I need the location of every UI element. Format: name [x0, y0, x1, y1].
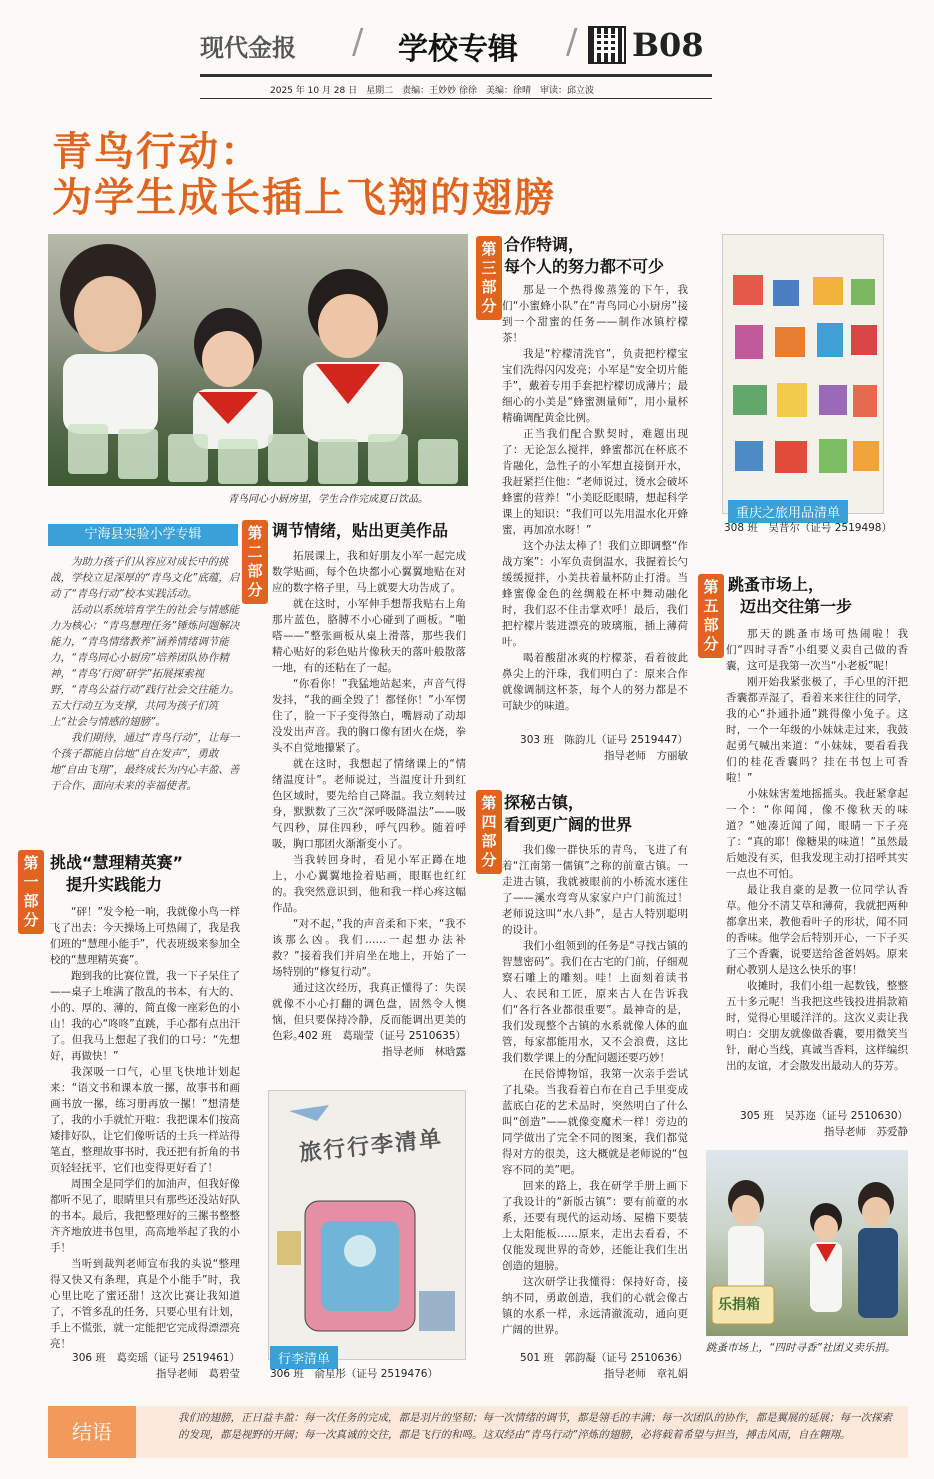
divider: / [566, 22, 578, 62]
author-signature: 303 班 陈韵儿（证号 2519447） [520, 734, 688, 746]
page-number: B08 [632, 26, 704, 64]
photo-caption: 青鸟同心小厨房里，学生合作完成夏日饮品。 [228, 494, 428, 505]
market-photo [706, 1150, 908, 1336]
body-para: 我是“柠檬清洗官”，负责把柠檬宝宝们洗得闪闪发亮；小军是“安全切片能手”，戴着专用手套把柠檬切成薄片；最细心的小美是“蜂蜜测量师”，用小量杯精确调配黄金比例。 [502, 348, 688, 424]
section-tag: 第一部分 [18, 850, 44, 934]
body-para: 跑到我的比赛位置，我一下子呆住了——桌子上堆满了散乱的书本，有大的、小的、厚的、薄的，简直像一座彩色的小山！我的心“咚咚”直跳，手心都有点出汗了。但我马上想起了我们的口号：“先想好，再做快！” [50, 970, 240, 1062]
body-para: 那是一个热得像蒸笼的下午，我们“小蜜蜂小队”在“青鸟同心小厨房”接到一个甜蜜的任务——制作冰镇柠檬茶！ [502, 284, 688, 344]
author-signature: 306 班 葛奕瑶（证号 2519461） [72, 1352, 240, 1364]
body-para: “对不起，”我的声音柔和下来，“我不该那么凶。我们……一起想办法补救？”接着我们并肩坐在地上，开始了一场特别的“修复行动”。 [272, 918, 466, 978]
section-title: 学校专辑 [398, 32, 518, 67]
body-para: 这个办法太棒了！我们立即调整“作战方案”：小军负责倒温水，我握着长勺缓缓搅拌，小美扶着量杯防止打滑。当蜂蜜像金色的丝绸般在杯中舞动融化时，我们忍不住击掌欢呼！最后，我们把柠檬片装进漂亮的玻璃瓶，插上薄荷叶。 [502, 540, 688, 648]
donation-box-sign: 乐捐箱 [718, 1297, 760, 1313]
drawing-caption: 306 班 俞星彤（证号 2519476） [270, 1368, 438, 1380]
teacher-signature: 指导老师 章礼娟 [604, 1368, 688, 1380]
teacher-signature: 指导老师 苏爱静 [824, 1126, 908, 1138]
body-para: 我们小组领到的任务是“寻找古镇的智慧密码”。我们在古宅的门前，仔细观察石雕上的雕刻。哇！上面刻着读书人、农民和工匠，原来古人在告诉我们“各行各业都很重要”。最神奇的是，我们发现整个古镇的水系就像人体的血管，每家都能用水，又不会浪费，这比我们数学课上的分配问题还要巧妙！ [502, 940, 688, 1064]
body-para: 正当我们配合默契时，难题出现了：无论怎么搅拌，蜂蜜都沉在杯底不肯融化，急性子的小军想直接倒开水，我赶紧拦住他：“老师说过，烫水会破坏蜂蜜的营养！”小美眨眨眼睛，想起科学课上的知识：“我们可以先用温水化开蜂蜜，再加凉水呀！” [502, 428, 688, 536]
drawing-label: 行李清单 [270, 1346, 338, 1369]
teacher-signature: 指导老师 林晗露 [382, 1046, 466, 1058]
body-para: 我深吸一口气，心里飞快地计划起来：“语文书和课本放一摞，故事书和画画书放一摞，练习册再放一摞！”想清楚了，我的小手就忙开啦：我把课本们按高矮排好队，让它们像听话的士兵一样站得笔直，整理故事书时，我还把有折角的书页轻轻抚平，它们也变得更好看了！ [50, 1066, 240, 1174]
section-body [50, 904, 240, 1350]
photo-caption: 跳蚤市场上，“四时寻香”社团义卖乐捐。 [706, 1342, 896, 1354]
body-para: 我们像一群快乐的青鸟，飞进了有着“江南第一儒镇”之称的前童古镇。一走进古镇，我就被眼前的小桥流水迷住了——溪水弯弯从家家户户门前流过！老师说这叫“水八卦”，是古人特别聪明的设计。 [502, 844, 688, 936]
body-para: 收摊时，我们小组一起数钱，整整五十多元呢！当我把这些钱投进捐款箱时，觉得心里暖洋洋的。这次义卖让我明白：交朋友就像做香囊，要用微笑当针，耐心当线，真诚当香料，这样编织出的友谊，才会散发出最动人的芬芳。 [726, 980, 908, 1072]
body-para: 就在这时，小军伸手想帮我贴右上角那片蓝色，胳膊不小心碰到了画板。“啪嗒——”整张画板从桌上滑落，那些我们精心贴好的彩色贴片像秋天的落叶般散落一地，有的还粘在了一起。 [272, 598, 466, 674]
section-body [502, 282, 688, 730]
intro-label: 宁海县实验小学专辑 [48, 524, 238, 546]
body-para: 当听到裁判老师宣布我的头说“整理得又快又有条理，真是个小能手”时，我心里比吃了蜜还甜！这次比赛让我知道了，不管多乱的任务，只要心里有计划，手上不慌张，就一定能把它完成得漂漂亮亮！ [50, 1258, 240, 1350]
travel-list-drawing [268, 1090, 466, 1360]
body-para: 拓展课上，我和好朋友小军一起完成数学贴画，每个色块都小心翼翼地贴在对应的数字格子里，马上就要大功告成了。 [272, 550, 466, 594]
section-tag: 第五部分 [698, 574, 724, 658]
children-figures [48, 234, 468, 486]
body-para: 那天的跳蚤市场可热闹啦！我们“四时寻香”小组要义卖自己做的香囊，这可是我第一次当“小老板”呢！ [726, 628, 908, 672]
intro-para: 为助力孩子们从容应对成长中的挑战，学校立足深厚的“青鸟文化”底蕴，启动了“青鸟行动”校本实践活动。 [50, 556, 240, 600]
body-para: 最让我自豪的是教一位同学认香草。他分不清艾草和薄荷，我就把两种都拿出来，教他看叶子的形状，闻不同的香味。他学会后特别开心，一下子买了三个香囊，说要送给爸爸妈妈。原来耐心教别人是这么快乐的事！ [726, 884, 908, 976]
dateline: 2025 年 10 月 28 日 星期二 责编：王妙妙 徐徐 美编：徐晴 审读：邱立波 [270, 86, 594, 96]
masthead-rule [200, 74, 712, 77]
section-title: 挑战“慧理精英赛” [50, 853, 184, 872]
body-para: 这次研学让我懂得：保持好奇，接纳不同，勇敢创造，我们的心就会像古镇的水系一样，永远清澈流动，通向更广阔的世界。 [502, 1276, 688, 1336]
section-tag: 第二部分 [242, 520, 268, 604]
qr-code-icon [588, 26, 626, 64]
section-title: 跳蚤市场上， [728, 575, 825, 594]
body-para: 当我转回身时，看见小军正蹲在地上，小心翼翼地捡着贴画，眼眶也红红的。我突然意识到，他和我一样心疼这幅作品。 [272, 854, 466, 914]
section-body [726, 626, 908, 1106]
section-body [502, 842, 688, 1346]
intro-para: 我们期待，通过“青鸟行动”，让每一个孩子都能自信地“自在发声”，勇敢地“自由飞翔”，最终成长为内心丰盈、善于合作、面向未来的幸福使者。 [50, 732, 240, 792]
author-signature: 305 班 吴苏迩（证号 2510630） [740, 1110, 908, 1122]
section-title: 调节情绪，贴出更美作品 [272, 521, 449, 540]
body-para: 小妹妹害羞地摇摇头。我赶紧拿起一个：“你闻闻，像不像秋天的味道？”她凑近闻了闻，眼睛一下子亮了：“真的耶！像糖果的味道！”虽然最后她没有买，但我发现主动打招呼其实一点也不可怕。 [726, 788, 908, 880]
section-title: 合作特调， [504, 235, 585, 254]
body-para: 回来的路上，我在研学手册上画下了我设计的“新版古镇”：要有前童的水系，还要有现代的运动场、屋檐下要装上太阳能板……原来，走出去看看，不仅能发现世界的奇妙，还能让我们生出创造的翅膀。 [502, 1180, 688, 1272]
paper-name: 现代金报 [200, 33, 296, 62]
section-tag: 第三部分 [476, 236, 502, 320]
section-title: 提升实践能力 [66, 875, 163, 894]
kitchen-photo [48, 234, 468, 486]
body-para: 通过这次经历，我真正懂得了：失误就像不小心打翻的调色盘，固然令人懊恼，但只要保持冷静，反而能调出更美的色彩。 [272, 982, 466, 1042]
section-tag: 第四部分 [476, 790, 502, 874]
drawing-title: 旅行行李清单 [298, 1126, 445, 1167]
drawing-caption: 308 班 吴昔尔（证号 2519498） [724, 522, 892, 534]
headline-line2: 为学生成长插上飞翔的翅膀 [52, 174, 556, 221]
drawing-art [723, 235, 885, 515]
author-signature: 501 班 郭韵凝（证号 2510636） [520, 1352, 688, 1364]
body-para: 周围全是同学们的加油声，但我好像都听不见了，眼睛里只有那些还没站好队的书本。最后，我把整理好的三摞书整整齐齐地放进书包里，高高地举起了我的小手！ [50, 1178, 240, 1254]
teacher-signature: 指导老师 葛碧莹 [156, 1368, 240, 1380]
section-title: 探秘古镇， [504, 793, 585, 812]
footer-text: 我们的翅膀，正日益丰盈：每一次任务的完成，都是羽片的坚韧；每一次情绪的调节，都是翎毛的丰满；每一次团队的协作，都是翼展的延展；每一次探索的发现，都是视野的开阔；每一次真诚的交往，都是飞行的和鸣。这双经由“青鸟行动”淬炼的翅膀，必将载着希望与担当，搏击风雨，自在翱翔。 [178, 1412, 892, 1441]
intro-text [50, 554, 240, 794]
intro-para: 活动以系统培育学生的社会与情感能力为核心：“青鸟慧理任务”锤炼问题解决能力，“青鸟情绪教养”涵养情绪调节能力，“青鸟同心小厨房”培养团队协作精神，“青鸟‘行阅’研学”拓展探索视野，“青鸟公益行动”践行社会交往能力。五大行动互为支撑，共同为孩子们筑上“社会与情感的翅膀”。 [50, 604, 240, 728]
divider: / [352, 22, 364, 62]
section-title: 迈出交往第一步 [740, 597, 853, 616]
teacher-signature: 指导老师 方丽敏 [604, 750, 688, 762]
drawing-label: 重庆之旅用品清单 [728, 500, 848, 523]
dateline-rule [200, 98, 712, 99]
body-para: 在民俗博物馆，我第一次亲手尝试了扎染。当我看着白布在自己手里变成蓝底白花的艺术品时，突然明白了什么叫“创造”——就像变魔术一样！旁边的同学做出了完全不同的图案，我们都觉得对方的很美，这大概就是老师说的“包容不同的美”吧。 [502, 1068, 688, 1176]
body-para: 刚开始我紧张极了，手心里的汗把香囊都弄湿了，看着来来往往的同学，我的心“扑通扑通”跳得像小兔子。这时，一个一年级的小妹妹走过来，我鼓起勇气喊出来道：“小妹妹，要看看我们的桂花香囊吗？挂在书包上可香啦！” [726, 676, 908, 784]
author-signature: 402 班 葛瑞莹（证号 2510635） [298, 1030, 466, 1042]
body-para: “你看你！”我猛地站起来，声音气得发抖，“我的画全毁了！都怪你！”小军愣住了，脸一下子变得煞白，嘴唇动了动却没发出声音。我的胸口像有团火在烧，拳头不自觉地攥紧了。 [272, 678, 466, 754]
section-title: 每个人的努力都不可少 [504, 257, 665, 276]
footer-tag: 结语 [48, 1406, 136, 1458]
section-title: 看到更广阔的世界 [504, 815, 633, 834]
body-para: “砰！”发令枪一响，我就像小鸟一样飞了出去：今天操场上可热闹了，我是我们班的“慧理小能手”，代表班级来参加全校的“慧理精英赛”。 [50, 906, 240, 966]
headline-line1: 青鸟行动： [52, 128, 262, 175]
chongqing-list-drawing [722, 234, 884, 514]
body-para: 喝着酸甜冰爽的柠檬茶，看着彼此鼻尖上的汗珠，我们明白了：原来合作就像调制这杯茶，每个人的努力都是不可缺少的味道。 [502, 652, 688, 712]
body-para: 就在这时，我想起了情绪课上的“情绪温度计”。老师说过，当温度计升到红色区域时，要先给自己降温。我立刻转过身，默默数了三次“深呼吸降温法”——吸气四秒，屏住四秒，呼气四秒。随着呼吸，胸口那团火渐渐变小了。 [272, 758, 466, 850]
